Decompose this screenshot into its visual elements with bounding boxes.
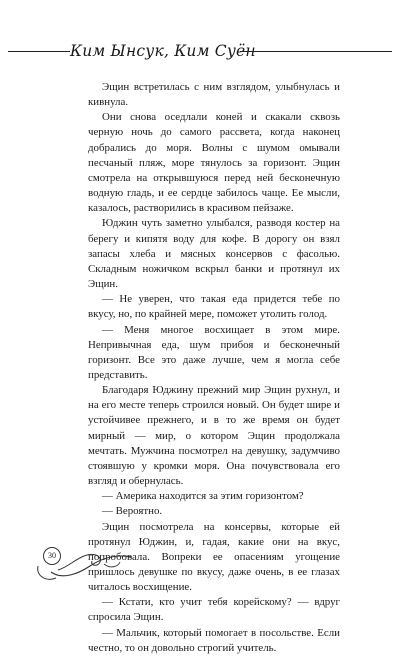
paragraph: — Не уверен, что такая еда придется тебе по вкусу, но, по крайней мере, поможет утолить голод.	[88, 293, 340, 321]
paragraph: Эщин посмотрела на консервы, которые ей протянул Юджин, и, гадая, какие они на вкус, попробовала. Вопреки ее опасениям угощение пришлось девушке по вкусу, даже очень, в ее глазах читалось восхищение.	[88, 520, 340, 594]
running-header	[0, 36, 400, 70]
paragraph: Благодаря Юджину прежний мир Эщин рухнул, и на его месте теперь строился новый. Он будет шире и устойчивее прежнего, и в то же время он будет мирный — мир, о котором Эщин продолжала мечтать. Мужчина посмотрел на девушку, задумчиво стоявшую у кромки моря. Она почувствовала его взгляд и обернулась.	[88, 384, 340, 488]
header-author-names: Ким Ынсук, Ким Суён	[70, 42, 256, 60]
paragraph: Юджин чуть заметно улыбался, разводя костер на берегу и кипятя воду для кофе. В дорогу он взял запасы хлеба и мясных консервов с фасолью. Складным ножичком вскрыл банки и протянул их Эщин.	[88, 217, 340, 291]
paragraph: — Вероятно.	[102, 505, 163, 518]
paragraph: — Америка находится за этим горизонтом?	[102, 490, 304, 503]
header-rule-right	[240, 51, 392, 52]
paragraph: Эщин встретилась с ним взглядом, улыбнулась и кивнула.	[88, 81, 340, 109]
paragraph: Они снова оседлали коней и скакали сквозь черную ночь до самого рассвета, когда наконец добрались до моря. Волны с шумом омывали песчаный пляж, море тянулось за горизонт. Эщин смотрела на открывшуюся перед ней бесконечную водную гладь, и ее сердце забилось чаще. Ее мысли, казалось, растворились в красивом пейзаже.	[88, 111, 340, 215]
paragraph: — Кстати, кто учит тебя корейскому? — вдруг спросила Эщин.	[88, 596, 340, 624]
page-number: 30	[43, 547, 61, 565]
header-rule-left	[8, 51, 70, 52]
paragraph: — Мальчик, который помогает в посольстве. Если честно, то он довольно строгий учитель.	[88, 626, 340, 654]
paragraph: — Меня многое восхищает в этом мире. Непривычная еда, шум прибоя и бесконечный горизонт. Все это даже лучше, чем я могла себе представить.	[88, 323, 340, 381]
page-folio	[32, 536, 142, 586]
